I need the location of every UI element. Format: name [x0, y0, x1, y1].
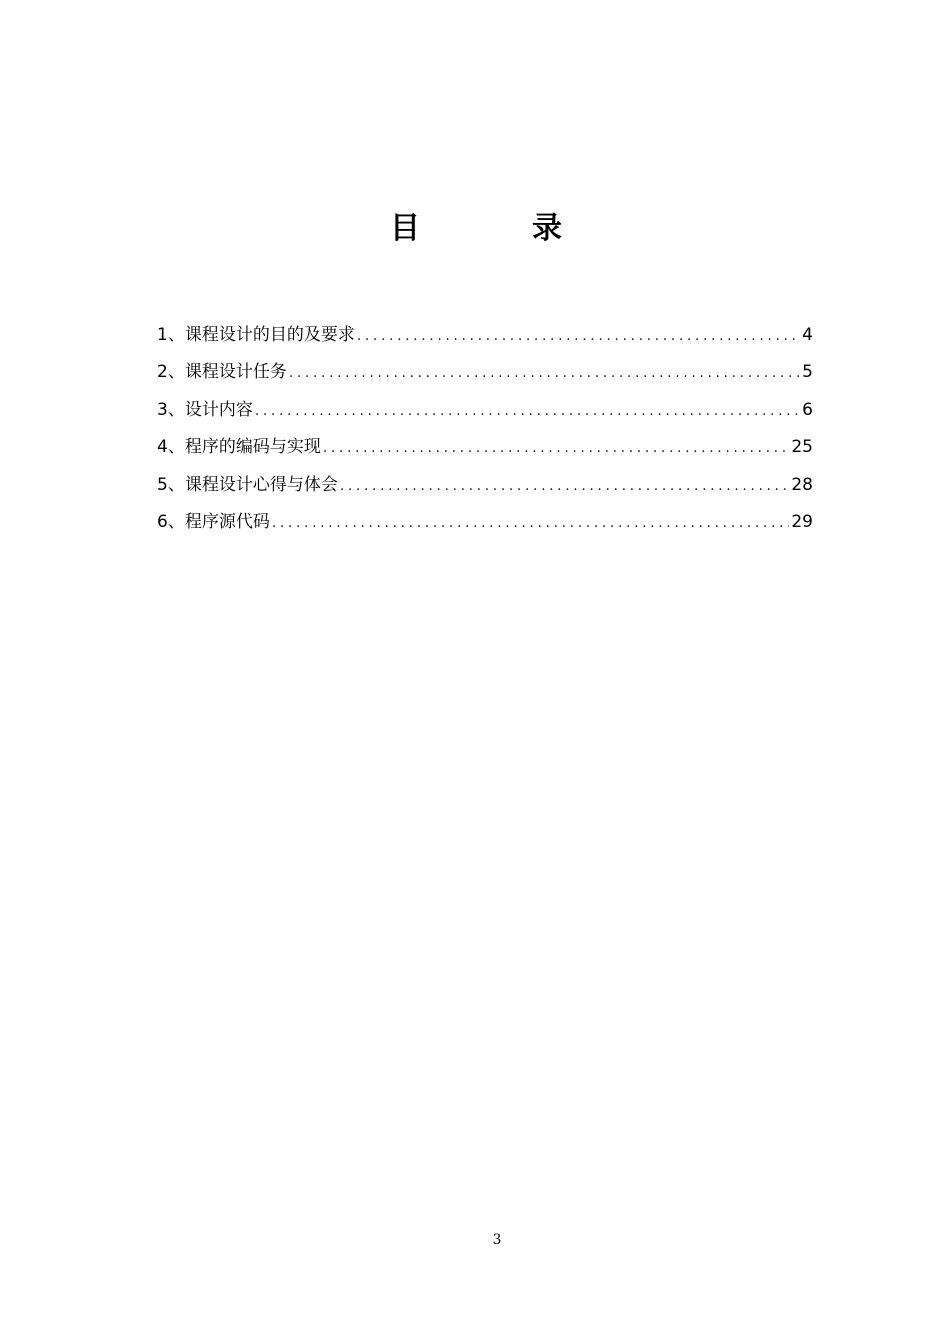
- toc-entry-page: 5: [802, 362, 813, 383]
- toc-entry[interactable]: [157, 429, 813, 466]
- toc-entry-label: 5、课程设计心得与体会: [157, 474, 338, 495]
- toc-entry-page: 25: [791, 437, 813, 458]
- toc-entry[interactable]: [157, 392, 813, 429]
- toc-title-char: 录: [532, 211, 562, 246]
- dot-leader: [340, 468, 790, 505]
- toc-list: [157, 317, 813, 541]
- toc-entry-page: 28: [791, 474, 813, 495]
- page-number: 3: [492, 1232, 502, 1248]
- toc-entry-page: 6: [802, 399, 813, 420]
- toc-entry[interactable]: [157, 467, 813, 504]
- toc-entry[interactable]: [157, 317, 813, 354]
- toc-entry[interactable]: [157, 354, 813, 391]
- toc-entry-label: 1、课程设计的目的及要求: [157, 325, 355, 345]
- toc-entry-label: 3、设计内容: [157, 399, 253, 420]
- toc-entry-label: 6、程序源代码: [157, 511, 270, 532]
- toc-entry[interactable]: [157, 504, 813, 541]
- toc-title-char: 目: [390, 211, 420, 246]
- toc-title: [0, 205, 950, 253]
- toc-entry-label: 4、程序的编码与实现: [157, 437, 321, 458]
- toc-entry-page: 29: [791, 511, 813, 532]
- dot-leader: [255, 393, 800, 430]
- dot-leader: [272, 505, 790, 542]
- toc-entry-page: 4: [802, 325, 813, 345]
- toc-entry-label: 2、课程设计任务: [157, 362, 287, 383]
- dot-leader: [323, 430, 790, 467]
- dot-leader: [289, 355, 800, 392]
- dot-leader: [357, 318, 800, 355]
